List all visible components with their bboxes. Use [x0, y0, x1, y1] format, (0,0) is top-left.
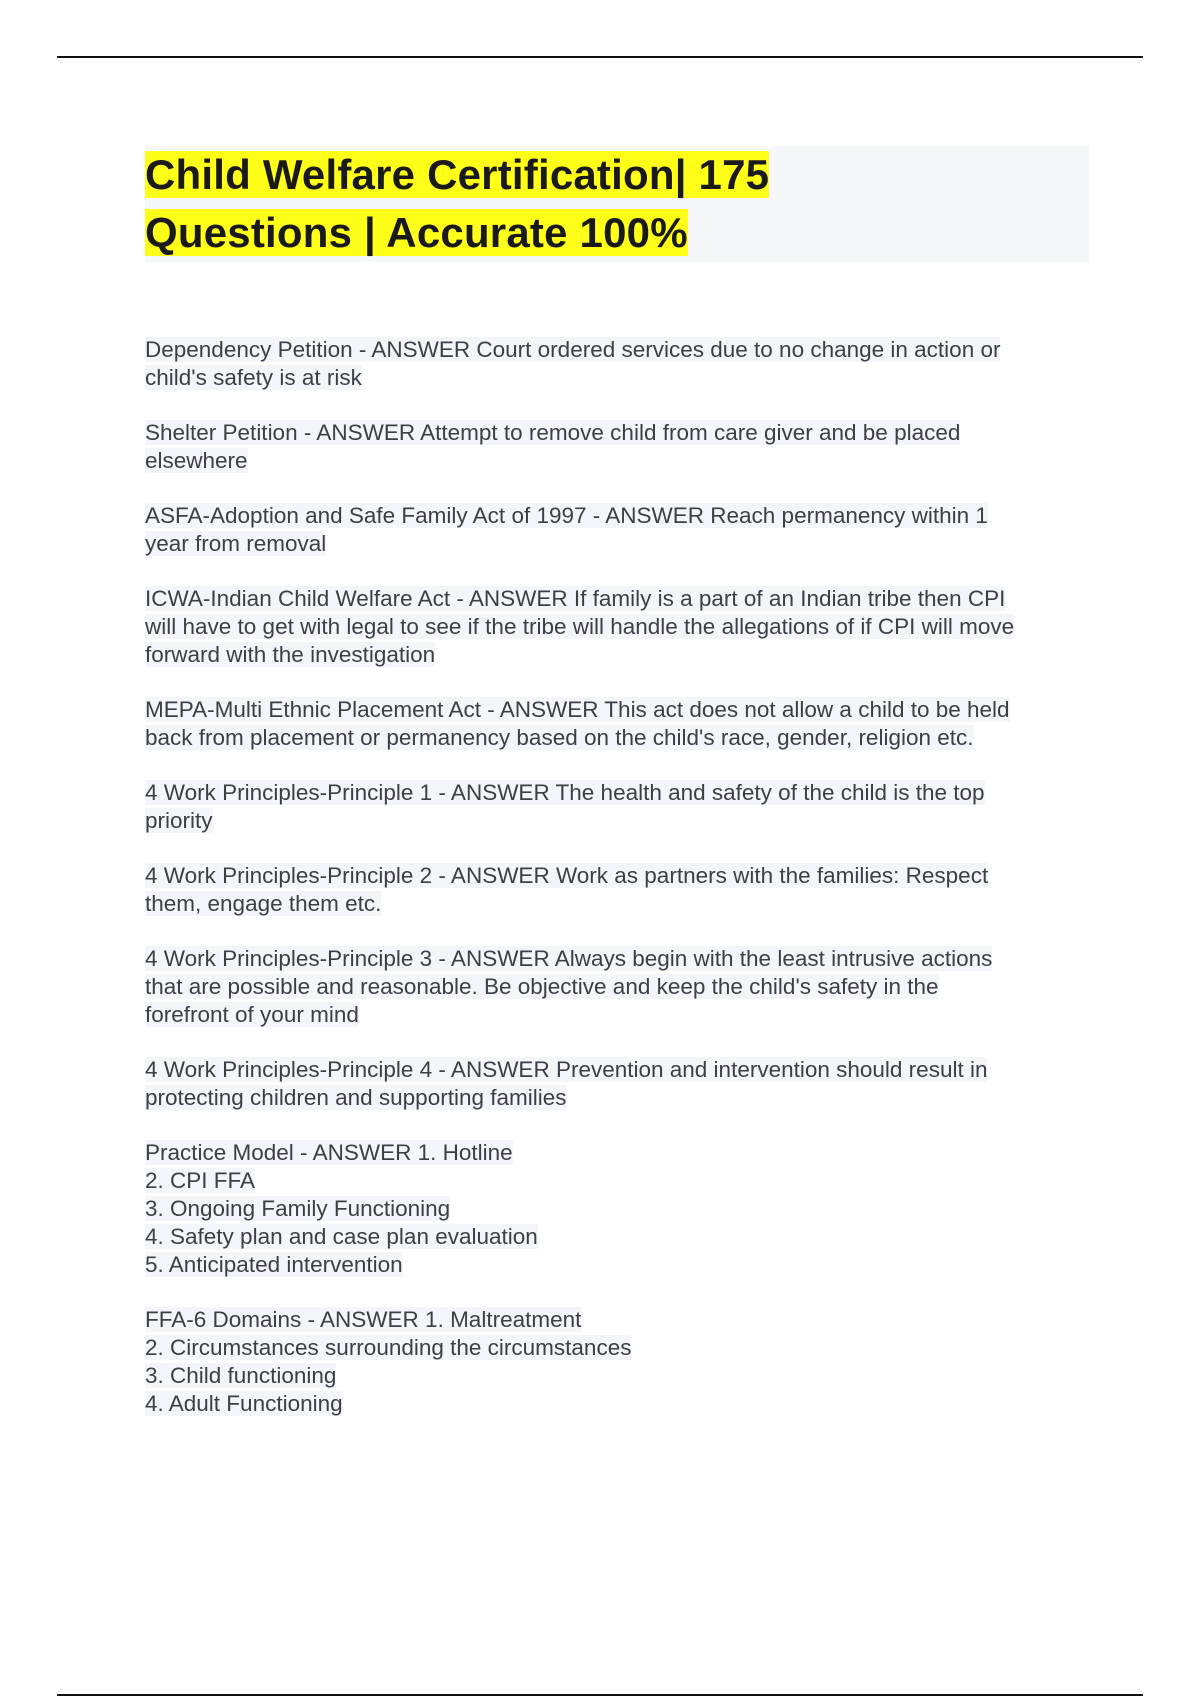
qa-line: 4 Work Principles-Principle 3 - ANSWER Always begin with the least intrusive actions: [145, 946, 993, 971]
qa-line: ICWA-Indian Child Welfare Act - ANSWER If family is a part of an Indian tribe then CPI: [145, 586, 1006, 611]
qa-line: FFA-6 Domains - ANSWER 1. Maltreatment: [145, 1307, 582, 1332]
qa-list: [145, 336, 1089, 1445]
qa-line: Practice Model - ANSWER 1. Hotline: [145, 1140, 513, 1165]
qa-line: 4 Work Principles-Principle 1 - ANSWER The health and safety of the child is the top: [145, 780, 985, 805]
qa-entry: [145, 945, 1089, 1029]
qa-entry: [145, 585, 1089, 669]
qa-line: forward with the investigation: [145, 642, 436, 667]
qa-entry: [145, 419, 1089, 475]
qa-line: Dependency Petition - ANSWER Court ordered services due to no change in action or: [145, 337, 1001, 362]
qa-entry: [145, 1306, 1089, 1418]
qa-entry: [145, 862, 1089, 918]
bottom-rule: [57, 1694, 1143, 1696]
qa-entry: [145, 1139, 1089, 1279]
qa-line: 4. Safety plan and case plan evaluation: [145, 1224, 538, 1249]
qa-line: will have to get with legal to see if the tribe will handle the allegations of if CPI will move: [145, 614, 1015, 639]
qa-line: year from removal: [145, 531, 327, 556]
qa-entry: [145, 779, 1089, 835]
qa-line: 4 Work Principles-Principle 4 - ANSWER Prevention and intervention should result in: [145, 1057, 988, 1082]
document-title-block: [145, 146, 1089, 262]
qa-line: elsewhere: [145, 448, 248, 473]
qa-line: 3. Child functioning: [145, 1363, 337, 1388]
document-title: [145, 146, 1089, 262]
qa-line: forefront of your mind: [145, 1002, 359, 1027]
qa-line: back from placement or permanency based on the child's race, gender, religion etc.: [145, 725, 974, 750]
qa-line: child's safety is at risk: [145, 365, 362, 390]
qa-line: 2. Circumstances surrounding the circumstances: [145, 1335, 632, 1360]
qa-line: MEPA-Multi Ethnic Placement Act - ANSWER This act does not allow a child to be held: [145, 697, 1010, 722]
top-rule: [57, 56, 1143, 58]
qa-entry: [145, 1056, 1089, 1112]
qa-line: 3. Ongoing Family Functioning: [145, 1196, 451, 1221]
qa-line: 2. CPI FFA: [145, 1168, 256, 1193]
qa-line: protecting children and supporting families: [145, 1085, 567, 1110]
qa-line: 5. Anticipated intervention: [145, 1252, 403, 1277]
qa-entry: [145, 696, 1089, 752]
title-line-1: Child Welfare Certification| 175: [145, 151, 770, 198]
qa-entry: [145, 336, 1089, 392]
qa-line: 4. Adult Functioning: [145, 1391, 343, 1416]
qa-line: Shelter Petition - ANSWER Attempt to remove child from care giver and be placed: [145, 420, 961, 445]
qa-line: ASFA-Adoption and Safe Family Act of 1997 - ANSWER Reach permanency within 1: [145, 503, 988, 528]
title-line-2: Questions | Accurate 100%: [145, 209, 688, 256]
qa-entry: [145, 502, 1089, 558]
qa-line: priority: [145, 808, 213, 833]
qa-line: them, engage them etc.: [145, 891, 382, 916]
qa-line: 4 Work Principles-Principle 2 - ANSWER Work as partners with the families: Respect: [145, 863, 989, 888]
qa-line: that are possible and reasonable. Be objective and keep the child's safety in the: [145, 974, 939, 999]
